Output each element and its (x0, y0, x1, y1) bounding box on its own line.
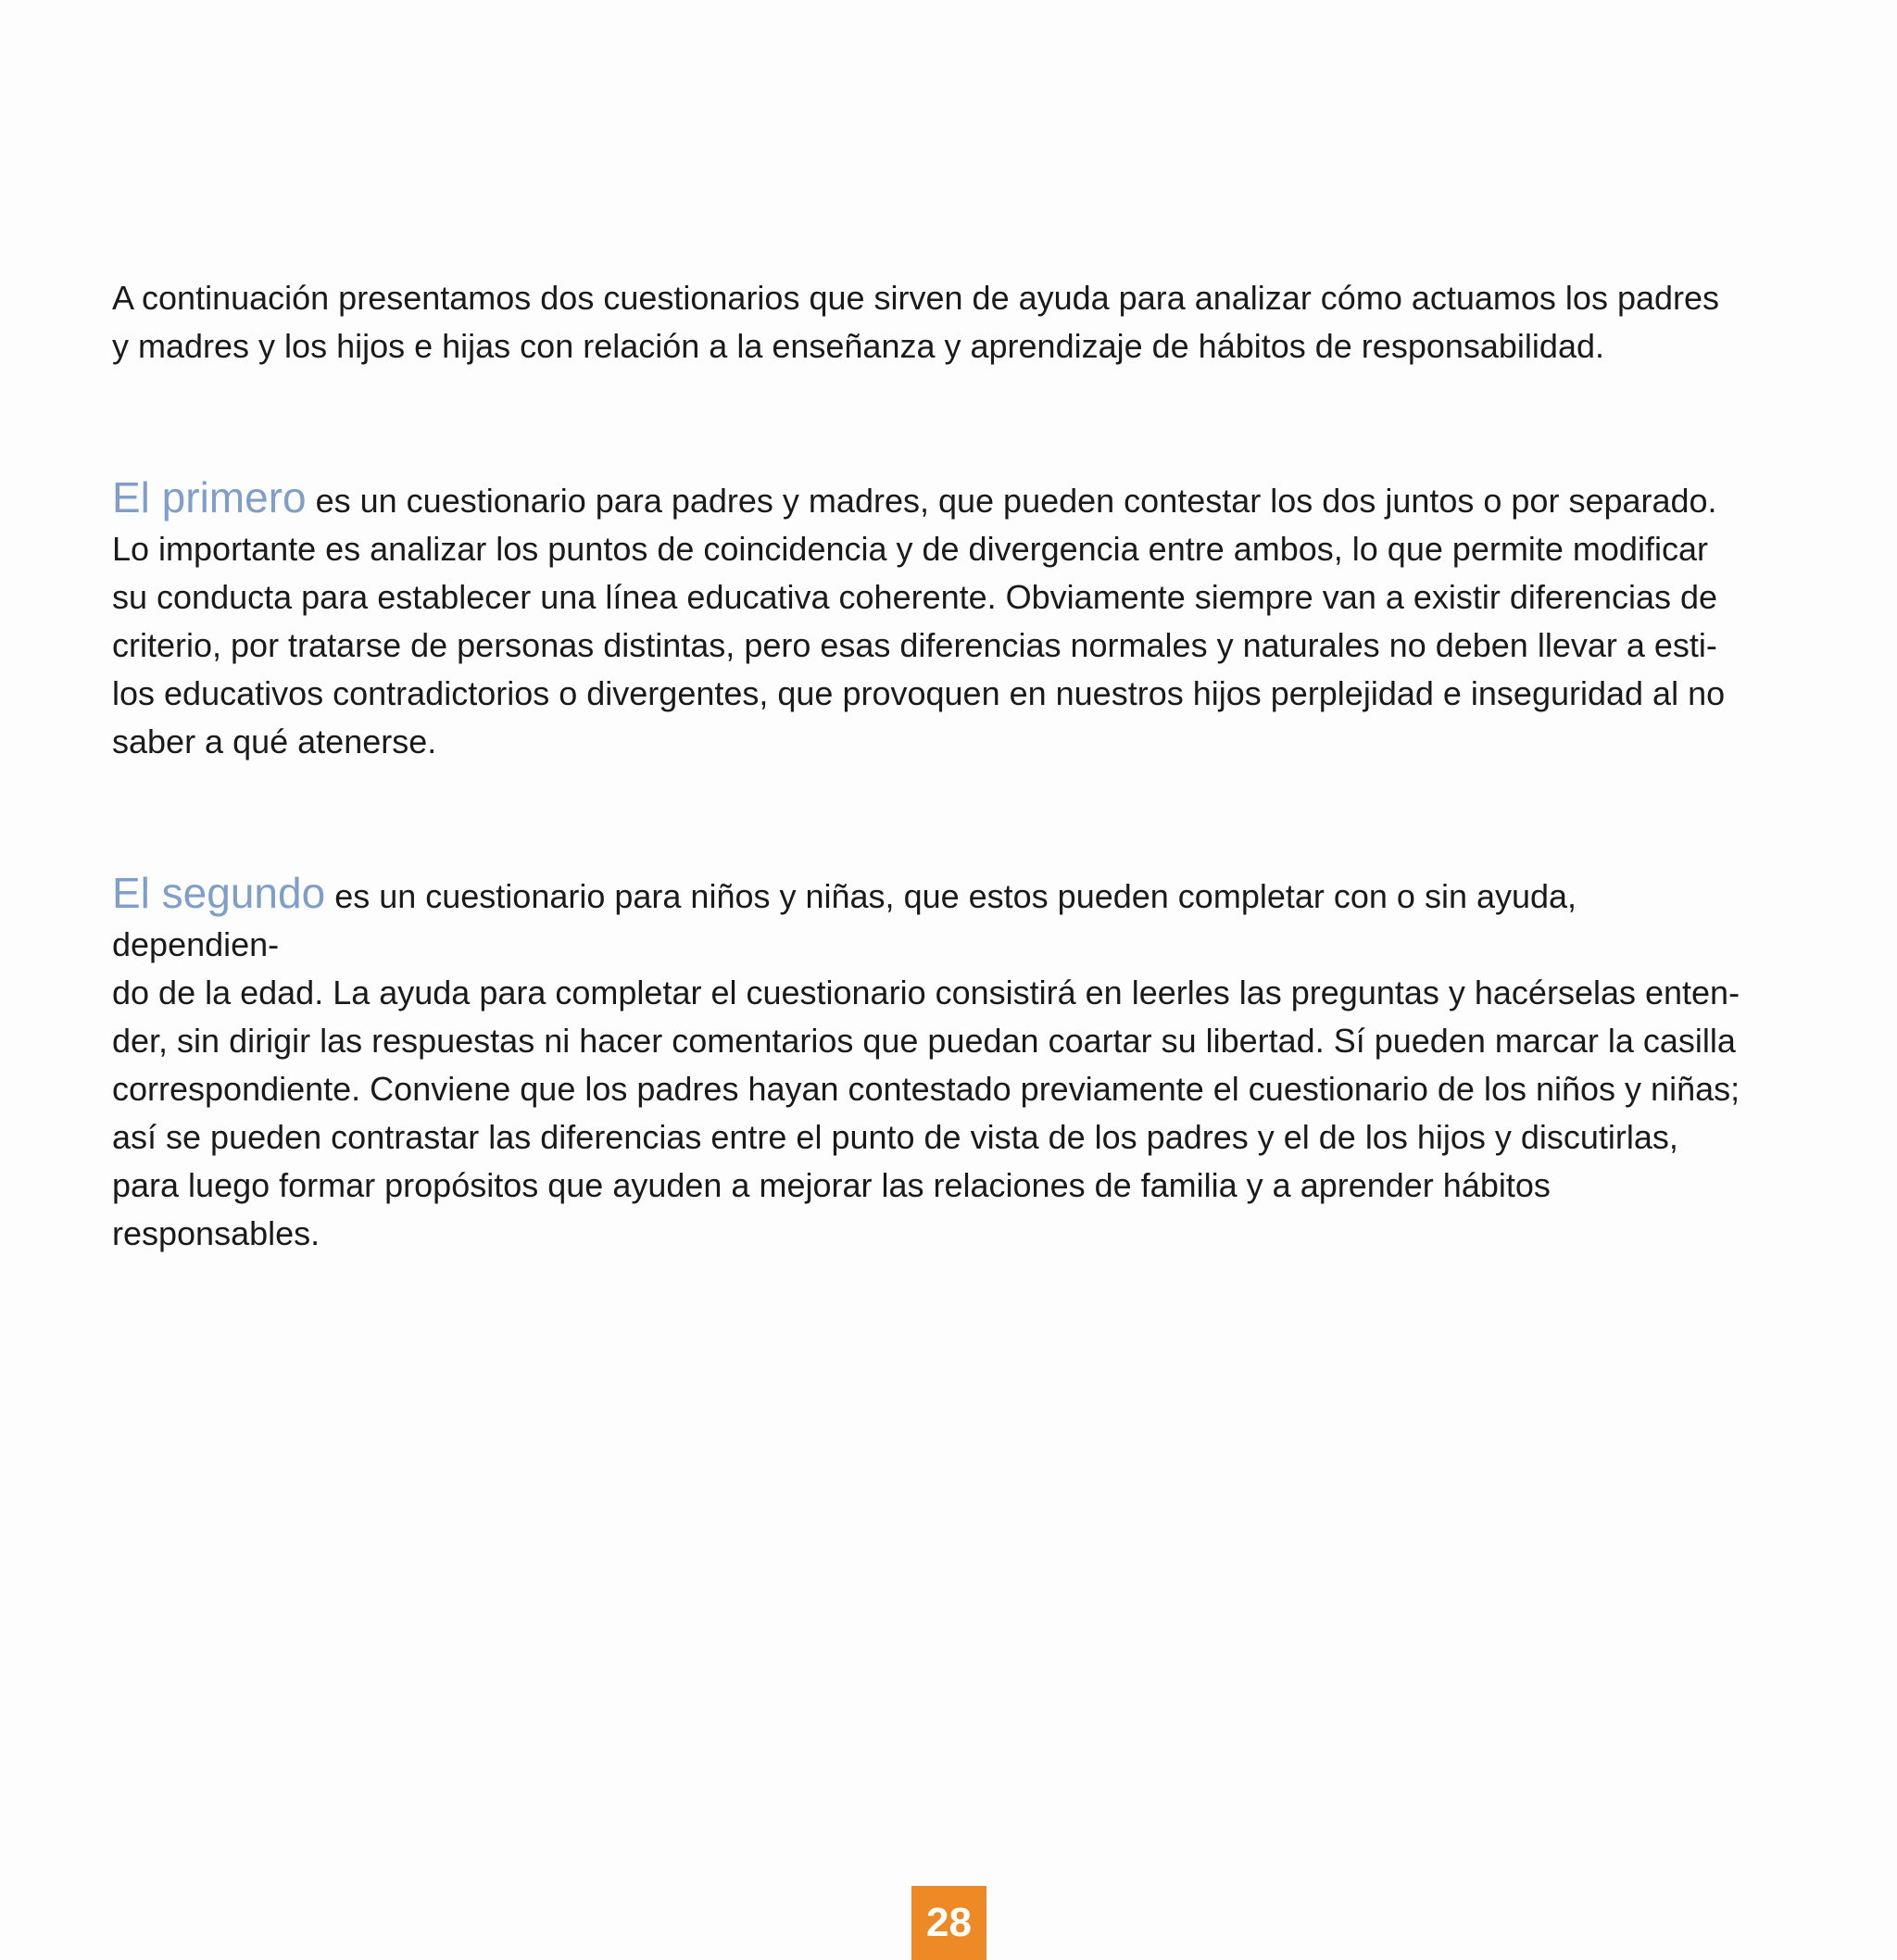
first-lead-text: El primero (112, 473, 307, 521)
second-lead-text: El segundo (112, 869, 326, 917)
first-questionnaire-paragraph (112, 473, 1742, 766)
intro-text: A continuación presentamos dos cuestionarios que sirven de ayuda para analizar cómo actuamos los padres y madres y los hijos e hijas con relación a la enseñanza y aprendizaje de hábitos de responsabilidad. (112, 279, 1720, 365)
page-number-badge: 28 (911, 1886, 986, 1960)
intro-paragraph (112, 274, 1742, 371)
second-questionnaire-paragraph (112, 869, 1742, 1258)
first-body-text: es un cuestionario para padres y madres, que pueden contestar los dos juntos o por separado. Lo importante es analizar los puntos de coincidencia y de divergencia entre ambos, lo que permite modificar su conducta para establecer una línea educativa coherente. Obviamente siempre van a existir diferencias de criterio, por tratarse de personas distintas, pero esas diferencias normales y naturales no deben llevar a esti- los educativos contradictorios o divergentes, que provoquen en nuestros hijos perplejidad e inseguridad al no saber a qué atenerse. (112, 482, 1726, 760)
second-body-text: es un cuestionario para niños y niñas, que estos pueden completar con o sin ayuda, dependien- do de la edad. La ayuda para completar el cuestionario consistirá en leerles las preguntas y hacérselas enten- der, sin dirigir las respuestas ni hacer comentarios que puedan coartar su libertad. Sí pueden marcar la casilla correspondiente. Conviene que los padres hayan contestado previamente el cuestionario de los niños y niñas; así se pueden contrastar las diferencias entre el punto de vista de los padres y el de los hijos y discutirlas, para luego formar propósitos que ayuden a mejorar las relaciones de familia y a aprender hábitos responsables. (112, 877, 1740, 1252)
